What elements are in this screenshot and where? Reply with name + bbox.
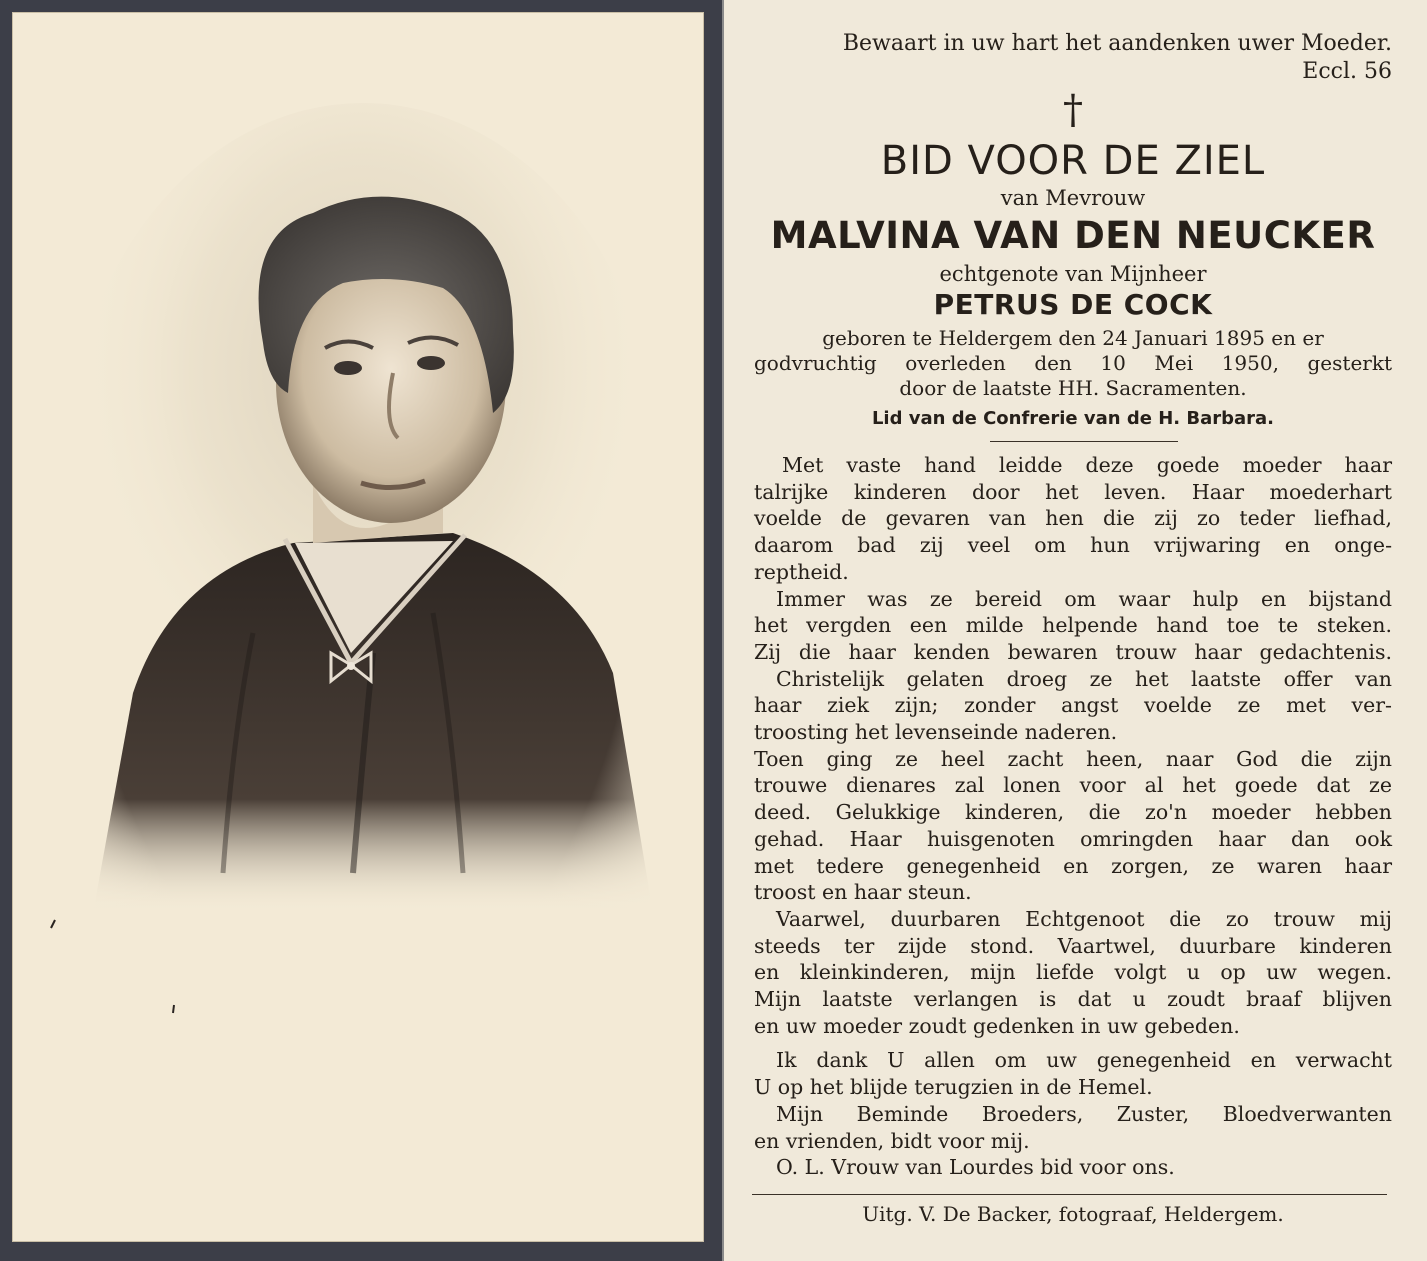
footer-divider (752, 1194, 1387, 1195)
body-line: U op het blijde terugzien in de Hemel. (754, 1075, 1153, 1100)
body-line: Christelijk gelaten droeg ze het laatste offer van (776, 666, 1392, 691)
publisher-footer: Uitg. V. De Backer, fotograaf, Heldergem. (862, 1202, 1284, 1226)
body-line: en kleinkinderen, mijn liefde volgt u op uw wegen. (754, 960, 1392, 985)
title-line: van Mevrouw (1000, 186, 1146, 210)
body-line: deed. Gelukkige kinderen, die zo'n moeder hebben (754, 800, 1392, 825)
confrerie-membership: Lid van de Confrerie van de H. Barbara. (871, 408, 1275, 429)
photo-paper (12, 12, 704, 1242)
portrait-photo (13, 13, 703, 1241)
cross-icon: † (1063, 87, 1083, 133)
memorial-body (754, 452, 1392, 1181)
body-line: gehad. Haar huisgenoten omringden haar dan ook (754, 826, 1392, 851)
body-line: en uw moeder zoudt gedenken in uw gebeden. (754, 1013, 1240, 1038)
spouse-name: PETRUS DE COCK (933, 288, 1213, 321)
motto-reference: Eccl. 56 (1302, 59, 1392, 84)
divider (990, 441, 1178, 442)
memorial-text-card (722, 0, 1427, 1261)
motto-quote: Bewaart in uw hart het aandenken uwer Moeder. (842, 31, 1392, 56)
body-line: daarom bad zij veel om hun vrijwaring en onge- (754, 533, 1392, 558)
sacraments-line: door de laatste HH. Sacramenten. (899, 376, 1247, 400)
body-line: haar ziek zijn; zonder angst voelde ze met ver- (754, 693, 1392, 718)
body-line: Mijn Beminde Broeders, Zuster, Bloedverwanten (776, 1101, 1392, 1126)
spouse-intro: echtgenote van Mijnheer (939, 262, 1207, 286)
body-line: O. L. Vrouw van Lourdes bid voor ons. (776, 1155, 1175, 1180)
body-line: steeds ter zijde stond. Vaartwel, duurbare kinderen (754, 933, 1392, 958)
body-line: met tedere genegenheid en zorgen, ze waren haar (754, 853, 1392, 878)
body-line: troost en haar steun. (754, 880, 972, 905)
body-line: voelde de gevaren van hen die zij zo teder liefhad, (754, 506, 1392, 531)
body-line: Vaarwel, duurbaren Echtgenoot die zo trouw mij (776, 906, 1392, 931)
body-line: Ik dank U allen om uw genegenheid en verwacht (776, 1048, 1392, 1073)
life-dates (754, 326, 1392, 401)
body-line: Immer was ze bereid om waar hulp en bijstand (776, 586, 1392, 611)
motto (754, 30, 1392, 86)
body-line: het vergden een milde helpende hand toe te steken. (754, 613, 1392, 638)
body-line: Met vaste hand leidde deze goede moeder haar (782, 453, 1392, 477)
prayer-heading: BID VOOR DE ZIEL (880, 138, 1266, 184)
body-line: Zij die haar kenden bewaren trouw haar gedachtenis. (754, 639, 1392, 664)
body-line: troosting het levenseinde naderen. (754, 720, 1118, 745)
body-line: Mijn laatste verlangen is dat u zoudt braaf blijven (754, 987, 1392, 1012)
deceased-name: MALVINA VAN DEN NEUCKER (770, 214, 1376, 257)
death-line: godvruchtig overleden den 10 Mei 1950, gesterkt (754, 351, 1392, 375)
body-line: talrijke kinderen door het leven. Haar moederhart (754, 479, 1392, 504)
body-line: trouwe dienares zal lonen voor al het goede dat ze (754, 773, 1392, 798)
body-line: reptheid. (754, 559, 849, 584)
body-line: Toen ging ze heel zacht heen, naar God die zijn (754, 746, 1392, 771)
body-line: en vrienden, bidt voor mij. (754, 1128, 1030, 1153)
birth-line: geboren te Heldergem den 24 Januari 1895 en er (822, 326, 1324, 350)
